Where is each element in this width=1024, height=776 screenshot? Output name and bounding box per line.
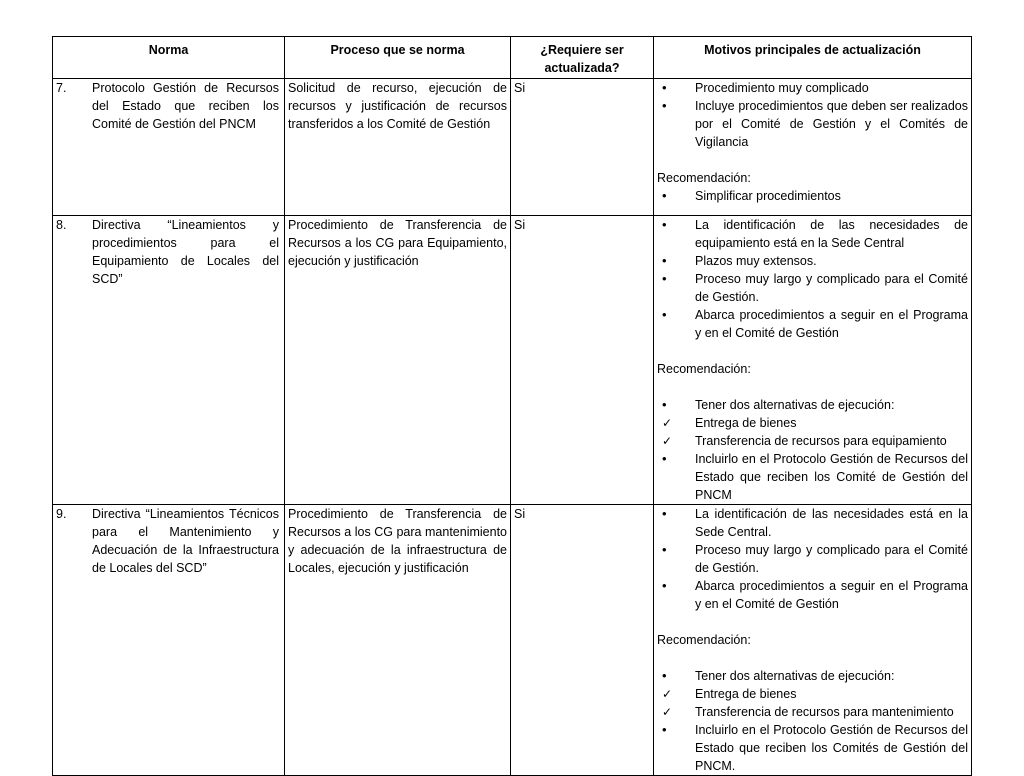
motivos-list [657, 505, 968, 613]
header-requiere: ¿Requiere ser actualizada? [511, 37, 654, 79]
requiere-cell: Si [511, 505, 654, 776]
proceso-cell [285, 216, 511, 505]
check-item: ✓ Transferencia de recursos para mantenimiento [657, 703, 968, 721]
list-item: • Tener dos alternativas de ejecución: [657, 667, 968, 685]
norma-text: Directiva “Lineamientos Técnicos para el Mantenimiento y Adecuación de la Infraestructura de Locales del SCD” [92, 507, 279, 575]
check-item: ✓ Transferencia de recursos para equipamiento [657, 432, 968, 450]
row-number: 9. [56, 507, 67, 521]
motivos-cell [654, 79, 972, 216]
recomendaciones-list [657, 396, 968, 504]
table-row [53, 216, 972, 505]
norma-text: Protocolo Gestión de Recursos del Estado que reciben los Comité de Gestión del PNCM [92, 81, 279, 131]
motivos-cell [654, 505, 972, 776]
list-item: • Abarca procedimientos a seguir en el Programa y en el Comité de Gestión [657, 306, 968, 342]
list-item: • Tener dos alternativas de ejecución: [657, 396, 968, 414]
proceso-cell [285, 79, 511, 216]
row-number: 8. [56, 218, 67, 232]
motivos-cell [654, 216, 972, 505]
row-number: 7. [56, 81, 67, 95]
table-row [53, 505, 972, 776]
list-item: • Incluirlo en el Protocolo Gestión de Recursos del Estado que reciben los Comité de Gestión del PNCM [657, 450, 968, 504]
norma-cell [53, 79, 285, 216]
header-proceso: Proceso que se norma [285, 37, 511, 79]
list-item: • Simplificar procedimientos [657, 187, 968, 205]
check-item: ✓ Entrega de bienes [657, 685, 968, 703]
recomendaciones-list [657, 667, 968, 775]
header-motivos: Motivos principales de actualización [654, 37, 972, 79]
list-item: • Procedimiento muy complicado [657, 79, 968, 97]
list-item: • Incluirlo en el Protocolo Gestión de Recursos del Estado que reciben los Comités de Gestión del PNCM. [657, 721, 968, 775]
table-row [53, 79, 972, 216]
list-item: • Abarca procedimientos a seguir en el Programa y en el Comité de Gestión [657, 577, 968, 613]
requiere-cell: Si [511, 79, 654, 216]
recomendaciones-list [657, 187, 968, 205]
header-row [53, 37, 972, 79]
recomendacion-label: Recomendación: [657, 171, 751, 185]
norms-table [52, 36, 972, 776]
recomendacion-label: Recomendación: [657, 362, 751, 376]
header-norma: Norma [53, 37, 285, 79]
norma-cell [53, 505, 285, 776]
check-item: ✓ Entrega de bienes [657, 414, 968, 432]
list-item: • Incluye procedimientos que deben ser realizados por el Comité de Gestión y el Comités de Vigilancia [657, 97, 968, 151]
norma-text: Directiva “Lineamientos y procedimientos para el Equipamiento de Locales del SCD” [92, 218, 279, 286]
motivos-list [657, 216, 968, 342]
norma-cell [53, 216, 285, 505]
motivos-list [657, 79, 968, 151]
proceso-cell [285, 505, 511, 776]
recomendacion-label: Recomendación: [657, 633, 751, 647]
proceso-text: Procedimiento de Transferencia de Recursos a los CG para Equipamiento, ejecución y justificación [288, 218, 507, 268]
list-item: • Plazos muy extensos. [657, 252, 968, 270]
proceso-text: Solicitud de recurso, ejecución de recursos y justificación de recursos transferidos a los Comité de Gestión [288, 81, 507, 131]
list-item: • Proceso muy largo y complicado para el Comité de Gestión. [657, 541, 968, 577]
requiere-cell: Si [511, 216, 654, 505]
list-item: • Proceso muy largo y complicado para el Comité de Gestión. [657, 270, 968, 306]
list-item: • La identificación de las necesidades está en la Sede Central. [657, 505, 968, 541]
proceso-text: Procedimiento de Transferencia de Recursos a los CG para mantenimiento y adecuación de la infraestructura de Locales, ejecución y justificación [288, 507, 507, 575]
list-item: • La identificación de las necesidades de equipamiento está en la Sede Central [657, 216, 968, 252]
